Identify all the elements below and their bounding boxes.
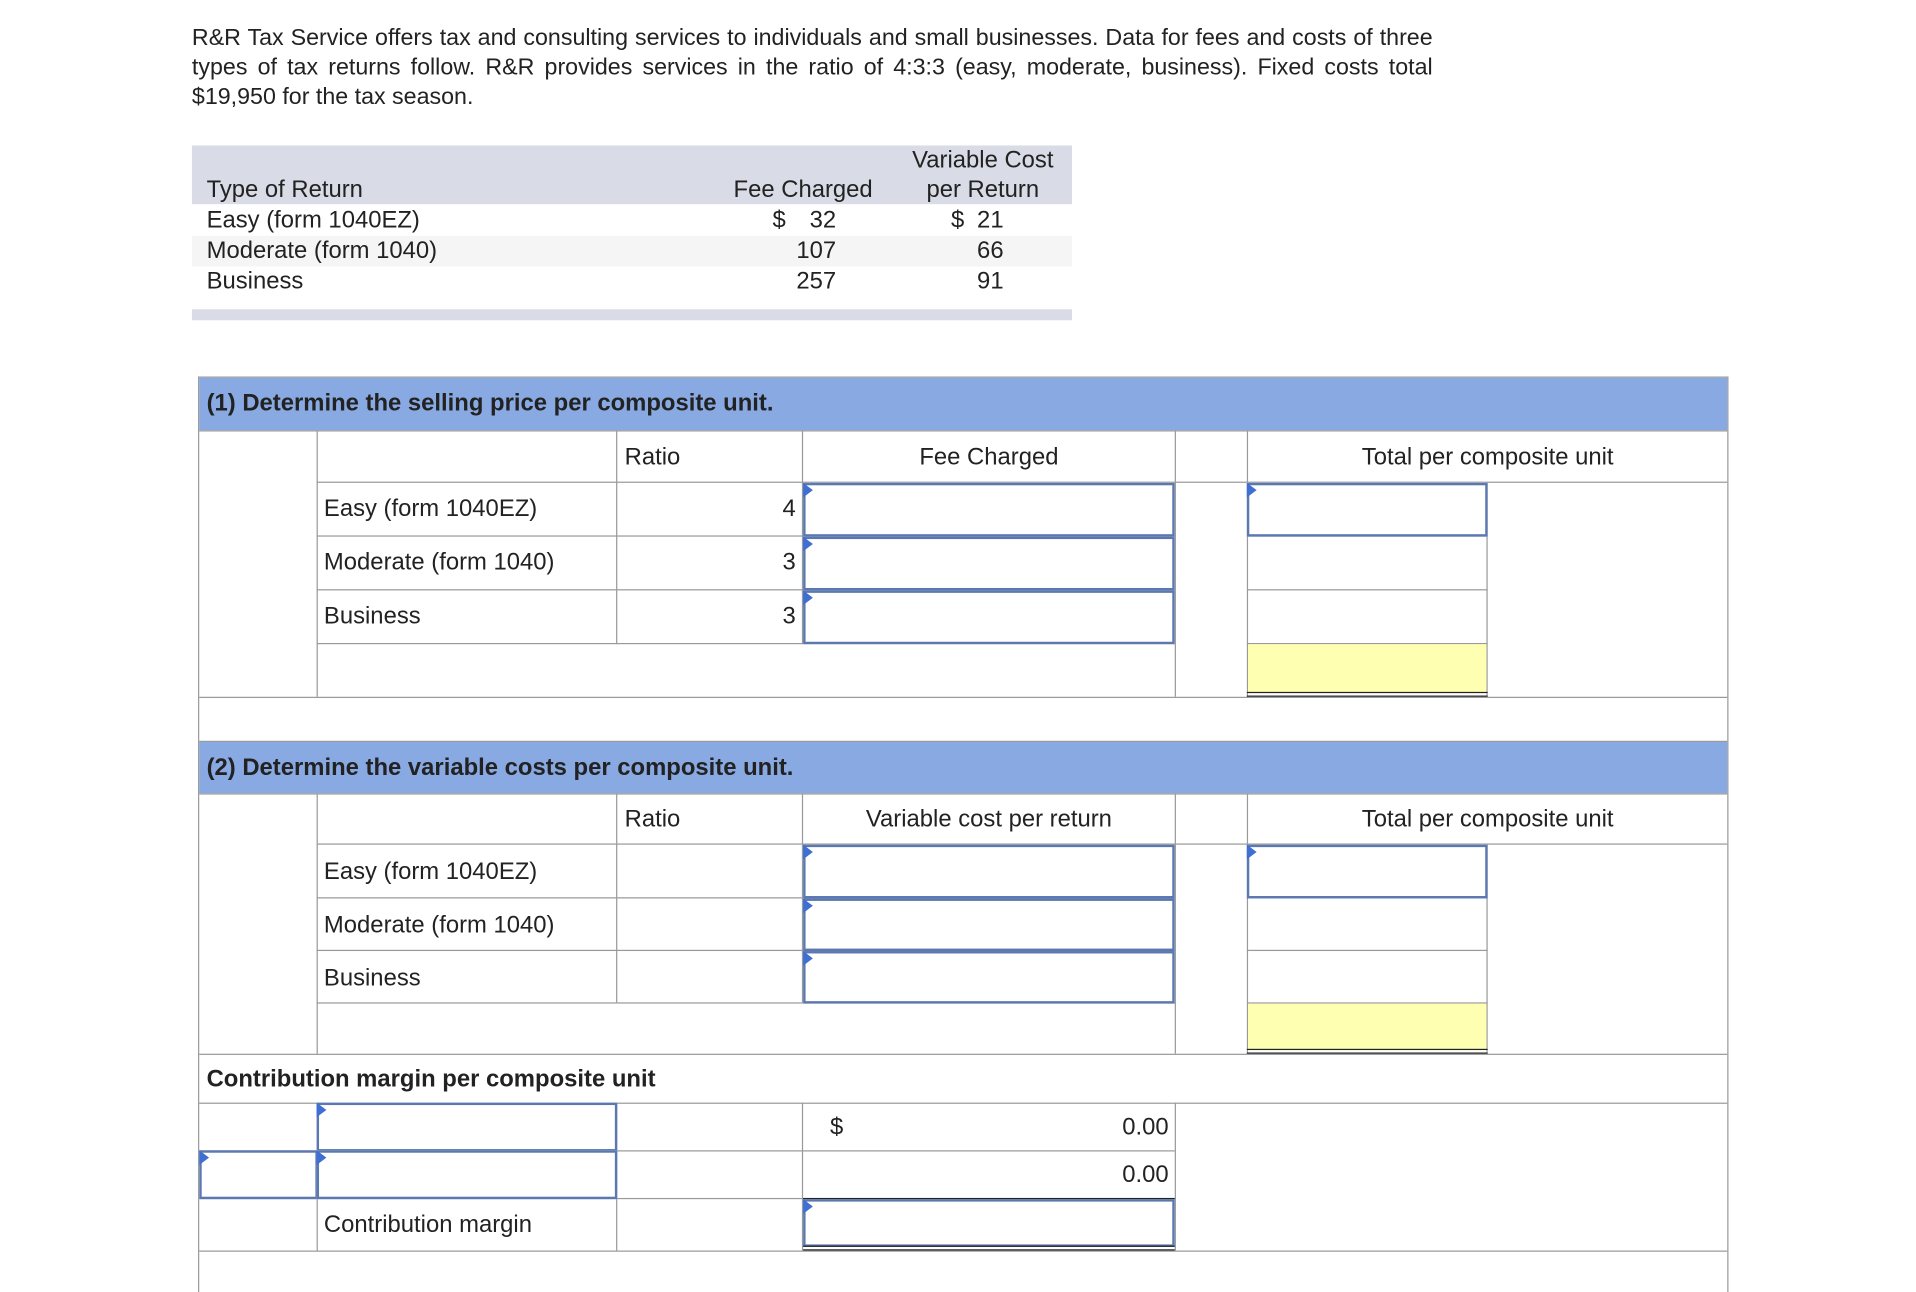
part2-var-input-moderate[interactable] xyxy=(803,898,1175,951)
given-row-easy xyxy=(192,205,1072,236)
given-type: Business xyxy=(206,267,304,295)
part2-col-total: Total per composite unit xyxy=(1361,805,1614,833)
grid-line xyxy=(1175,793,1176,1053)
given-var: 21 xyxy=(977,206,1004,234)
given-row-business xyxy=(192,266,1072,297)
grid-line xyxy=(199,793,1727,794)
header-fee-charged: Fee Charged xyxy=(733,176,873,203)
header-type-of-return: Type of Return xyxy=(206,176,363,203)
cm-title: Contribution margin per composite unit xyxy=(206,1065,656,1093)
cm-label-input-1[interactable] xyxy=(317,1103,618,1152)
double-underline xyxy=(1247,1049,1488,1050)
given-fee: 107 xyxy=(796,237,837,265)
part2-title: (2) Determine the variable costs per composite unit. xyxy=(206,754,794,782)
double-underline xyxy=(803,1249,1175,1250)
grid-line xyxy=(199,430,1727,431)
cm-value-1: 0.00 xyxy=(1122,1113,1169,1141)
cm-currency: $ xyxy=(830,1113,844,1141)
part2-var-input-business[interactable] xyxy=(803,951,1175,1004)
given-row-moderate xyxy=(192,236,1072,267)
grid-line xyxy=(199,697,1727,698)
part1-ratio-easy: 4 xyxy=(782,495,796,522)
part1-fee-input-easy[interactable] xyxy=(803,483,1175,537)
header-variable-cost-line1: Variable Cost xyxy=(912,146,1054,174)
given-fee: 257 xyxy=(796,267,837,295)
grid-line xyxy=(1247,589,1488,590)
grid-line xyxy=(1175,430,1176,696)
part2-col-ratio: Ratio xyxy=(624,805,681,833)
given-currency: $ xyxy=(951,206,965,234)
given-currency: $ xyxy=(772,206,786,234)
part2-total-composite-cell[interactable] xyxy=(1248,1004,1486,1050)
given-type: Moderate (form 1040) xyxy=(206,237,438,265)
part1-row-label-business: Business xyxy=(323,602,421,630)
part2-total-input-easy[interactable] xyxy=(1247,845,1488,899)
cm-total-input[interactable] xyxy=(803,1199,1175,1247)
given-fee: 32 xyxy=(809,206,837,234)
cm-label-input-2[interactable] xyxy=(317,1150,618,1199)
grid-line xyxy=(1727,376,1728,1292)
grid-line xyxy=(1247,950,1488,951)
part1-col-total: Total per composite unit xyxy=(1361,443,1614,471)
part1-title: (1) Determine the selling price per composite unit. xyxy=(206,389,774,417)
part1-ratio-business: 3 xyxy=(782,602,796,630)
problem-statement: R&R Tax Service offers tax and consulting services to individuals and small businesses. Data for fees and costs of three types of tax returns follow. R&R provides services in the ratio of 4:3:3 (easy, moderate, business). Fixed costs total $19,950 for the tax season. xyxy=(191,25,1433,111)
part2-row-label-moderate: Moderate (form 1040) xyxy=(323,911,555,939)
given-var: 91 xyxy=(977,267,1004,295)
part2-row-label-easy: Easy (form 1040EZ) xyxy=(323,858,538,886)
given-var: 66 xyxy=(977,237,1004,265)
grid-line xyxy=(199,1251,1727,1252)
double-underline xyxy=(1247,692,1488,693)
grid-line xyxy=(1175,1103,1176,1251)
grid-line xyxy=(317,430,318,696)
part1-col-fee: Fee Charged xyxy=(919,443,1059,471)
double-underline xyxy=(1247,696,1488,697)
part1-col-ratio: Ratio xyxy=(624,443,681,471)
grid-line xyxy=(199,1054,1727,1055)
double-underline xyxy=(1247,1052,1488,1053)
part2-var-input-easy[interactable] xyxy=(803,845,1175,899)
part1-total-composite-cell[interactable] xyxy=(1248,644,1486,693)
header-variable-cost-line2: per Return xyxy=(926,176,1040,203)
cm-sign-input[interactable] xyxy=(199,1150,318,1199)
part1-ratio-moderate: 3 xyxy=(782,548,796,576)
part1-fee-input-moderate[interactable] xyxy=(803,537,1175,591)
grid-line xyxy=(317,793,318,1053)
given-data-table xyxy=(192,145,1072,320)
grid-line xyxy=(616,793,617,1002)
part1-row-label-easy: Easy (form 1040EZ) xyxy=(323,495,538,522)
given-type: Easy (form 1040EZ) xyxy=(206,206,420,234)
part2-col-var: Variable cost per return xyxy=(865,805,1112,833)
part1-total-input-easy[interactable] xyxy=(1247,483,1488,537)
double-underline xyxy=(803,1246,1175,1247)
cm-value-2: 0.00 xyxy=(1122,1161,1169,1189)
part1-row-label-moderate: Moderate (form 1040) xyxy=(323,548,555,576)
part2-row-label-business: Business xyxy=(323,964,421,992)
cm-label: Contribution margin xyxy=(323,1211,532,1239)
given-table-footer xyxy=(192,309,1072,320)
part1-fee-input-business[interactable] xyxy=(803,590,1175,644)
